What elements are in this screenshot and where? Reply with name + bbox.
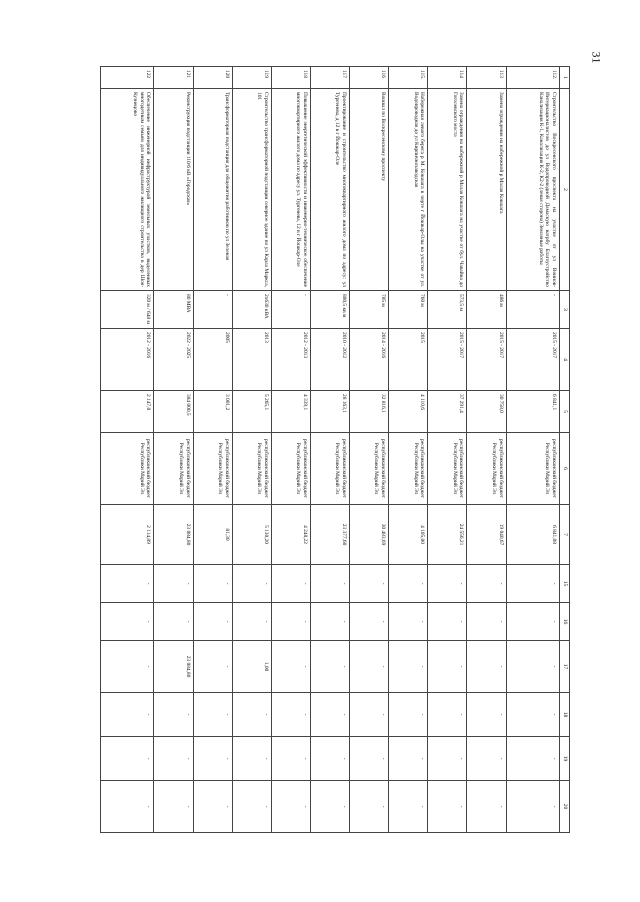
table-row: [232, 67, 271, 833]
row-period: 2013: [232, 329, 271, 391]
row-description: Повышение энергетической эффективности и инженерно-техническое обеспечение многоквартирного жилого дома по адресу ул. Тургенева, 12 в г Йошкар-Оле: [271, 89, 310, 291]
row-col16: -: [310, 603, 349, 641]
row-source: республиканский бюджет Республики Марий Эл: [310, 433, 349, 505]
row-description: Строительство Воскресенского проспекта на участке от ул Воинов-Интернационалистов до ул Водопроводной Дамаскую ватрбу Благоустройство Канализация К-1, Канализация К-2, К2-2 (левая сторона) Земляные работы: [506, 89, 559, 291]
row-col17: -: [428, 641, 467, 693]
row-col17: -: [193, 641, 232, 693]
row-col20: -: [193, 781, 232, 833]
column-header: 4: [560, 329, 570, 391]
row-col16: -: [101, 603, 154, 641]
row-col17: -: [271, 641, 310, 693]
row-col18: -: [193, 693, 232, 737]
row-col15: -: [193, 565, 232, 603]
column-header: 17: [560, 641, 570, 693]
table-row: [389, 67, 428, 833]
row-col18: -: [506, 693, 559, 737]
row-col17: 1,00: [232, 641, 271, 693]
row-col18: -: [271, 693, 310, 737]
row-col15: -: [350, 565, 389, 603]
row-period: 2005: [193, 329, 232, 391]
row-number: 116: [350, 67, 389, 89]
column-header: 6: [560, 433, 570, 505]
row-description: Строительство трансформаторной подстанции северное здание по ул Карла Маркса, 101: [232, 89, 271, 291]
column-header: 2: [560, 89, 570, 291]
row-period: 2015 - 2017: [428, 329, 467, 391]
column-header: 16: [560, 603, 570, 641]
row-col20: -: [506, 781, 559, 833]
row-col15: -: [428, 565, 467, 603]
row-amount: 28 163,1: [310, 391, 349, 433]
row-col7: 23 084,80: [154, 505, 193, 565]
row-number: 122: [101, 67, 154, 89]
row-number: 118: [271, 67, 310, 89]
row-col17: -: [506, 641, 559, 693]
column-header: 3: [560, 291, 570, 329]
rotated-table-wrapper: [100, 66, 570, 832]
row-col18: -: [101, 693, 154, 737]
row-period: 2015: [389, 329, 428, 391]
row-size: 486 м: [467, 291, 506, 329]
header-row: [560, 67, 570, 833]
row-source: республиканский бюджет Республики Марий Эл: [193, 433, 232, 505]
row-amount: 2 147,0: [101, 391, 154, 433]
table-body: [101, 67, 560, 833]
column-header: 19: [560, 737, 570, 781]
row-col18: -: [310, 693, 349, 737]
row-col7: 24 556,21: [428, 505, 467, 565]
row-col15: -: [271, 565, 310, 603]
table-row: [310, 67, 349, 833]
row-size: -: [193, 291, 232, 329]
row-col20: -: [154, 781, 193, 833]
table-row: [467, 67, 506, 833]
column-header: 5: [560, 391, 570, 433]
row-col17: -: [101, 641, 154, 693]
row-source: республиканский бюджет Республики Марий Эл: [350, 433, 389, 505]
row-amount: 384 000,5: [154, 391, 193, 433]
row-col19: -: [193, 737, 232, 781]
row-col20: -: [350, 781, 389, 833]
row-number: 121: [154, 67, 193, 89]
row-size: -: [506, 291, 559, 329]
row-description: Трансформаторная подстанция для общежития работников по ул Зеленая: [193, 89, 232, 291]
row-period: 2012 - 2013: [271, 329, 310, 391]
row-period: 2022 - 2025: [154, 329, 193, 391]
row-col18: -: [154, 693, 193, 737]
table-row: [350, 67, 389, 833]
table-row: [271, 67, 310, 833]
row-col16: -: [506, 603, 559, 641]
row-col16: -: [271, 603, 310, 641]
row-source: республиканский бюджет Республики Марий Эл: [271, 433, 310, 505]
row-description: Вошвал по Воскресенскому проспекту: [350, 89, 389, 291]
row-col7: 81,30: [193, 505, 232, 565]
row-col20: -: [389, 781, 428, 833]
row-col20: -: [101, 781, 154, 833]
row-amount: 37 291,4: [428, 391, 467, 433]
row-col19: -: [350, 737, 389, 781]
row-source: республиканский бюджет Республики Марий Эл: [154, 433, 193, 505]
row-size: 320 м / 648 м: [101, 291, 154, 329]
row-col19: -: [389, 737, 428, 781]
row-period: 2015 - 2017: [467, 329, 506, 391]
row-col15: -: [467, 565, 506, 603]
row-col17: -: [389, 641, 428, 693]
row-col7: 2 114,89: [101, 505, 154, 565]
row-col19: -: [467, 737, 506, 781]
row-amount: 4 110,6: [389, 391, 428, 433]
row-period: 2010 - 2012: [310, 329, 349, 391]
row-col16: -: [389, 603, 428, 641]
row-col19: -: [506, 737, 559, 781]
column-header: 7: [560, 505, 570, 565]
row-col19: -: [428, 737, 467, 781]
row-col19: -: [271, 737, 310, 781]
row-source: республиканский бюджет Республики Марий Эл: [467, 433, 506, 505]
row-size: 760 м: [389, 291, 428, 329]
row-col7: 19 040,67: [467, 505, 506, 565]
row-number: 113: [467, 67, 506, 89]
row-description: Проектирование и строительство многоквартирного жилого дома по адресу: ул Тургенева, д 12 в г Йошкар-Оле: [310, 89, 349, 291]
row-col16: -: [154, 603, 193, 641]
column-header: 15: [560, 565, 570, 603]
row-col16: -: [467, 603, 506, 641]
row-amount: 3 001,2: [193, 391, 232, 433]
row-description: Набережная левого берега р М. Кокшага в черте г Йошкар-Олы на участке от ул. Водопроводная до ул Кирпичнозаводская: [389, 89, 428, 291]
row-col15: -: [101, 565, 154, 603]
row-description: Замена ограждения на набережной р Малая Кокшага на участке от бул. Чавайна до Гоголевского моста: [428, 89, 467, 291]
column-header: 1: [560, 67, 570, 89]
table-row: [101, 67, 154, 833]
row-col20: -: [467, 781, 506, 833]
row-col16: -: [193, 603, 232, 641]
row-amount: 6 841,1: [506, 391, 559, 433]
row-col18: -: [467, 693, 506, 737]
row-source: республиканский бюджет Республики Марий Эл: [101, 433, 154, 505]
row-col7: 6 841,08: [506, 505, 559, 565]
row-col17: -: [467, 641, 506, 693]
row-number: 115.: [389, 67, 428, 89]
row-col15: -: [389, 565, 428, 603]
table-row: [506, 67, 559, 833]
row-col18: -: [232, 693, 271, 737]
row-amount: 30 758,0: [467, 391, 506, 433]
row-number: 112.: [506, 67, 559, 89]
row-col19: -: [232, 737, 271, 781]
row-amount: 4 339,1: [271, 391, 310, 433]
row-source: республиканский бюджет Республики Марий Эл: [506, 433, 559, 505]
table-row: [428, 67, 467, 833]
row-period: 2015 - 2017: [506, 329, 559, 391]
row-col16: -: [428, 603, 467, 641]
row-description: Замена ограждения на набережной р Малая Кокшага: [467, 89, 506, 291]
row-size: 785 м: [350, 291, 389, 329]
row-description: Реконструкция подстанции 110/6 кВ «Городская»: [154, 89, 193, 291]
row-col19: -: [101, 737, 154, 781]
row-size: -: [271, 291, 310, 329]
row-col20: -: [232, 781, 271, 833]
row-col19: -: [154, 737, 193, 781]
row-source: республиканский бюджет Республики Марий Эл: [389, 433, 428, 505]
row-col18: -: [389, 693, 428, 737]
row-period: 2012 - 2016: [101, 329, 154, 391]
row-col15: -: [232, 565, 271, 603]
row-size: 2х630 кВА: [232, 291, 271, 329]
row-col17: 23 084,80: [154, 641, 193, 693]
row-col20: -: [428, 781, 467, 833]
row-col7: 4 105,00: [389, 505, 428, 565]
row-col15: -: [506, 565, 559, 603]
row-period: 2014 - 2016: [350, 329, 389, 391]
row-number: 119: [232, 67, 271, 89]
page-number: 31: [589, 51, 604, 64]
row-size: 880,5 кв м: [310, 291, 349, 329]
row-amount: 5 265,1: [232, 391, 271, 433]
row-col7: 23 377,60: [310, 505, 349, 565]
row-col16: -: [350, 603, 389, 641]
row-col19: -: [310, 737, 349, 781]
row-col18: -: [428, 693, 467, 737]
row-amount: 32 816,1: [350, 391, 389, 433]
row-number: 120: [193, 67, 232, 89]
row-col20: -: [310, 781, 349, 833]
row-source: республиканский бюджет Республики Марий Эл: [232, 433, 271, 505]
data-table: [100, 66, 570, 833]
row-description: Обеспечение инженерной инфраструктурой земельных участков, выделенных многодетным семьям для индивидуального жилищного строительства в дер Шоя-Кузнецово: [101, 89, 154, 291]
row-number: 117: [310, 67, 349, 89]
row-col18: -: [350, 693, 389, 737]
row-col17: -: [350, 641, 389, 693]
column-header: 18: [560, 693, 570, 737]
row-col7: 5 130,20: [232, 505, 271, 565]
row-col15: -: [310, 565, 349, 603]
row-size: 573,5 м: [428, 291, 467, 329]
table-row: [193, 67, 232, 833]
row-col7: 30 483,69: [350, 505, 389, 565]
row-col20: -: [271, 781, 310, 833]
table-row: [154, 67, 193, 833]
row-col16: -: [232, 603, 271, 641]
row-number: 114: [428, 67, 467, 89]
row-source: республиканский бюджет Республики Марий Эл: [428, 433, 467, 505]
row-col15: -: [154, 565, 193, 603]
row-size: 80 МВА: [154, 291, 193, 329]
row-col17: -: [310, 641, 349, 693]
column-header: 20: [560, 781, 570, 833]
row-col7: 4 248,22: [271, 505, 310, 565]
